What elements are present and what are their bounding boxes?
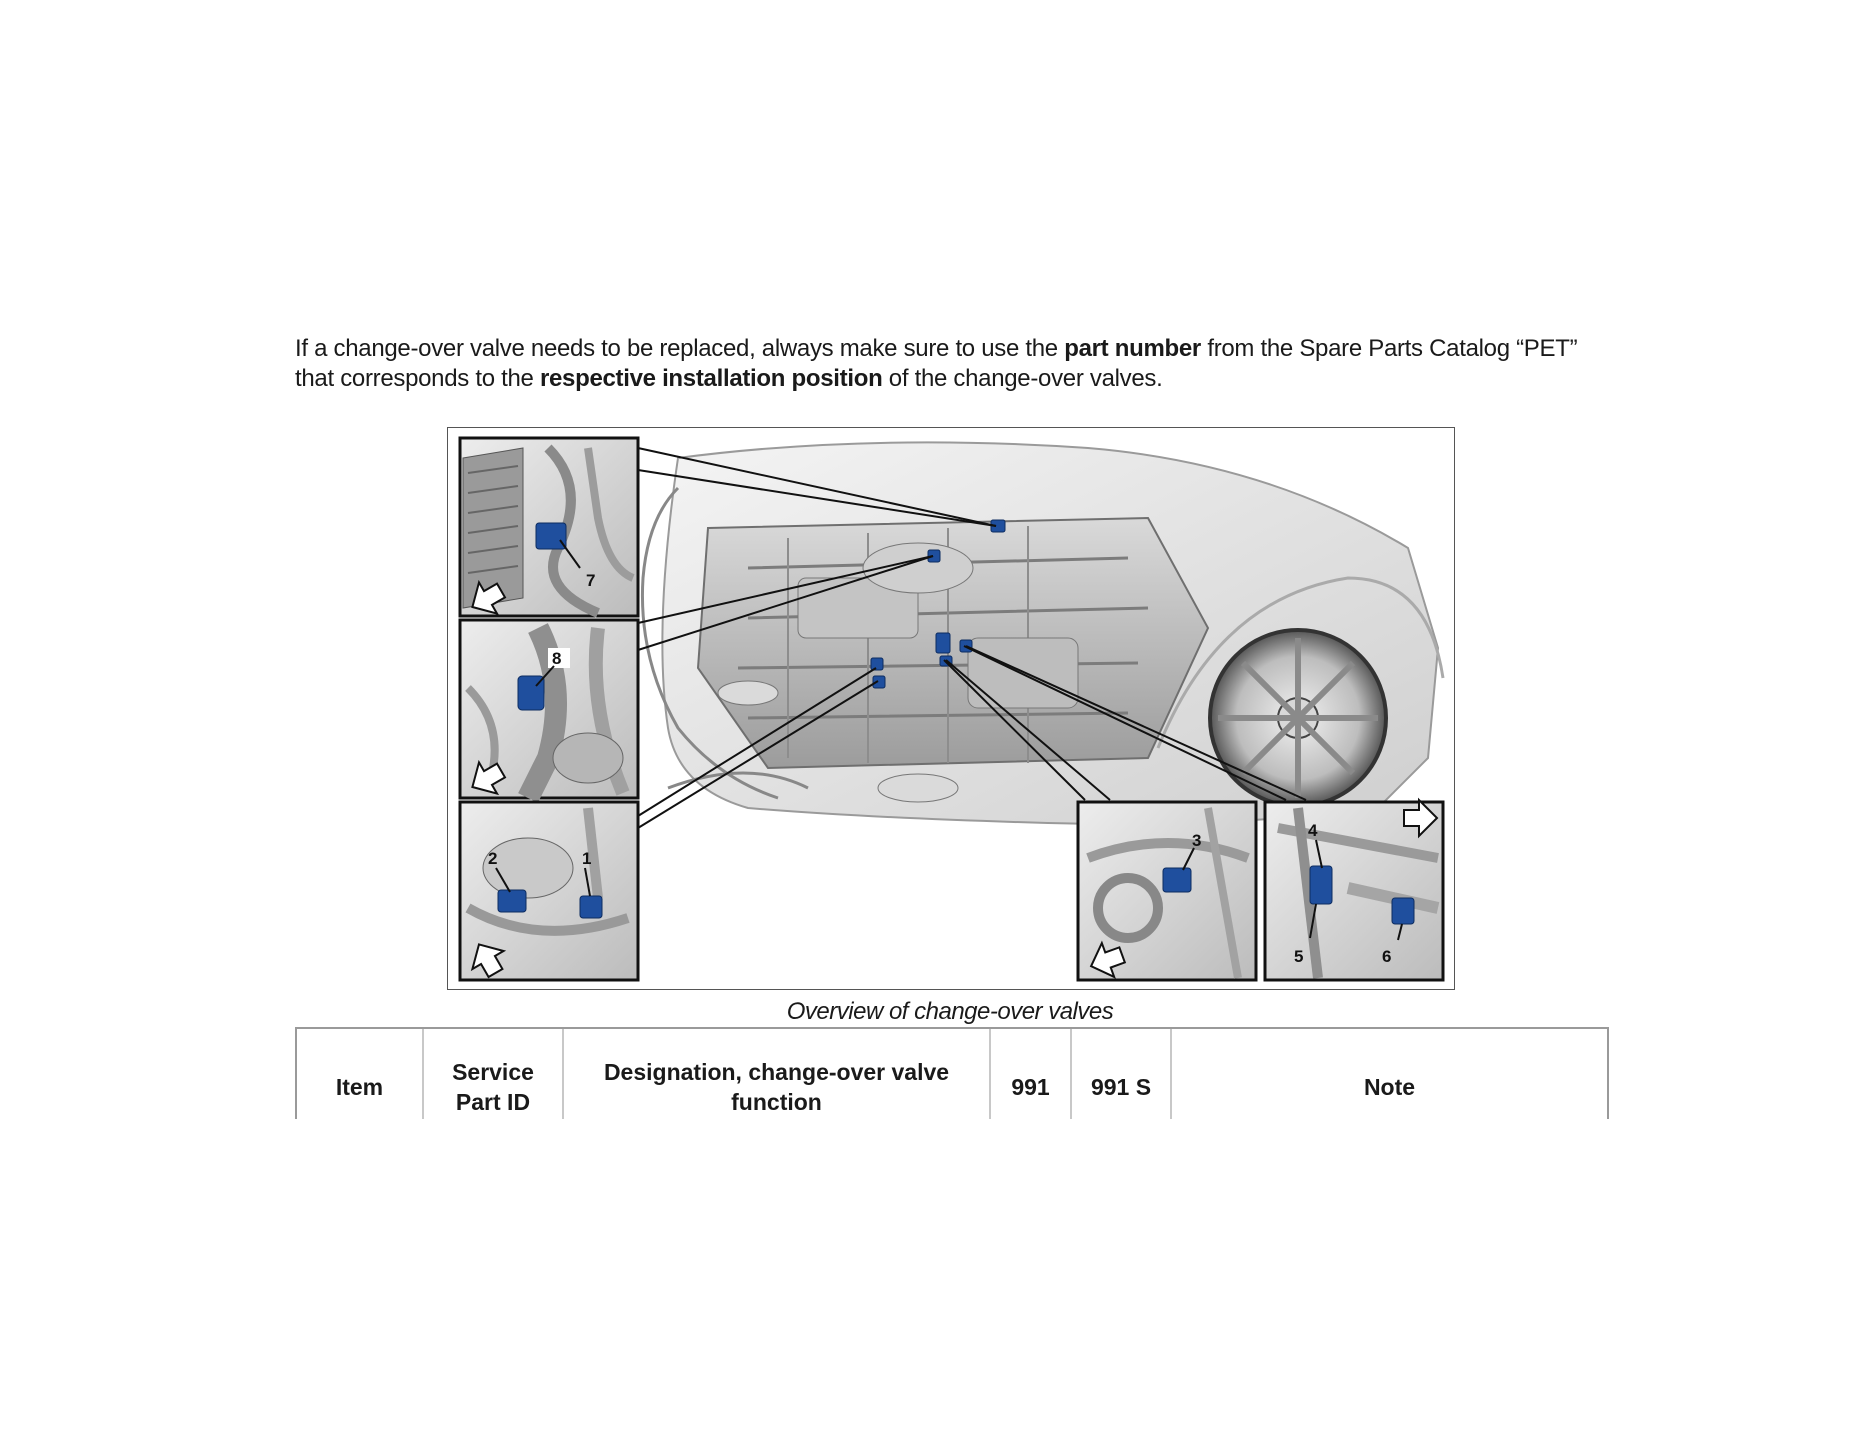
intro-text-1: If a change-over valve needs to be replaced, always make sure to use the	[295, 335, 1065, 362]
header-designation	[563, 1029, 990, 1119]
header-991: 991	[990, 1029, 1071, 1119]
intro-text-2: from the Spare Parts Catalog “PET” that corresponds to the	[295, 335, 1578, 392]
header-item: Item	[335, 1073, 384, 1100]
callout-4: 4	[1308, 821, 1318, 840]
header-991s: 991 S	[1071, 1029, 1171, 1119]
car-engine-illustration	[642, 442, 1443, 824]
inset-valve-1-2	[460, 802, 638, 982]
figure-caption: Overview of change-over valves	[786, 998, 1114, 1025]
header-designation-line1: Designation, change-over valve	[603, 1058, 950, 1085]
header-service-part-id-line2: Part ID	[455, 1088, 531, 1115]
intro-text-3: of the change-over valves.	[882, 365, 1163, 392]
intro-bold-installation-position: respective installation position	[539, 365, 883, 392]
callout-8: 8	[552, 649, 562, 668]
header-service-part-id-line1: Service	[452, 1058, 534, 1085]
callout-6: 6	[1382, 947, 1392, 966]
callout-3: 3	[1192, 831, 1202, 850]
change-over-valves-figure	[447, 427, 1455, 990]
inset-valve-3	[1078, 802, 1256, 983]
intro-paragraph	[295, 334, 1615, 394]
callout-5: 5	[1294, 947, 1304, 966]
intro-bold-part-number: part number	[1064, 335, 1201, 362]
header-note: Note	[1171, 1029, 1607, 1119]
inset-valve-4-5-6	[1265, 800, 1443, 980]
valve-table	[295, 1027, 1609, 1119]
callout-2: 2	[488, 849, 498, 868]
callout-7: 7	[586, 571, 596, 590]
inset-valve-7	[460, 438, 638, 623]
header-designation-line2: function	[731, 1088, 822, 1115]
inset-valve-8	[460, 620, 638, 803]
header-service-part-id	[423, 1029, 563, 1119]
callout-1: 1	[582, 849, 592, 868]
figure-illustration	[448, 428, 1454, 989]
table-header-row	[297, 1029, 1607, 1119]
